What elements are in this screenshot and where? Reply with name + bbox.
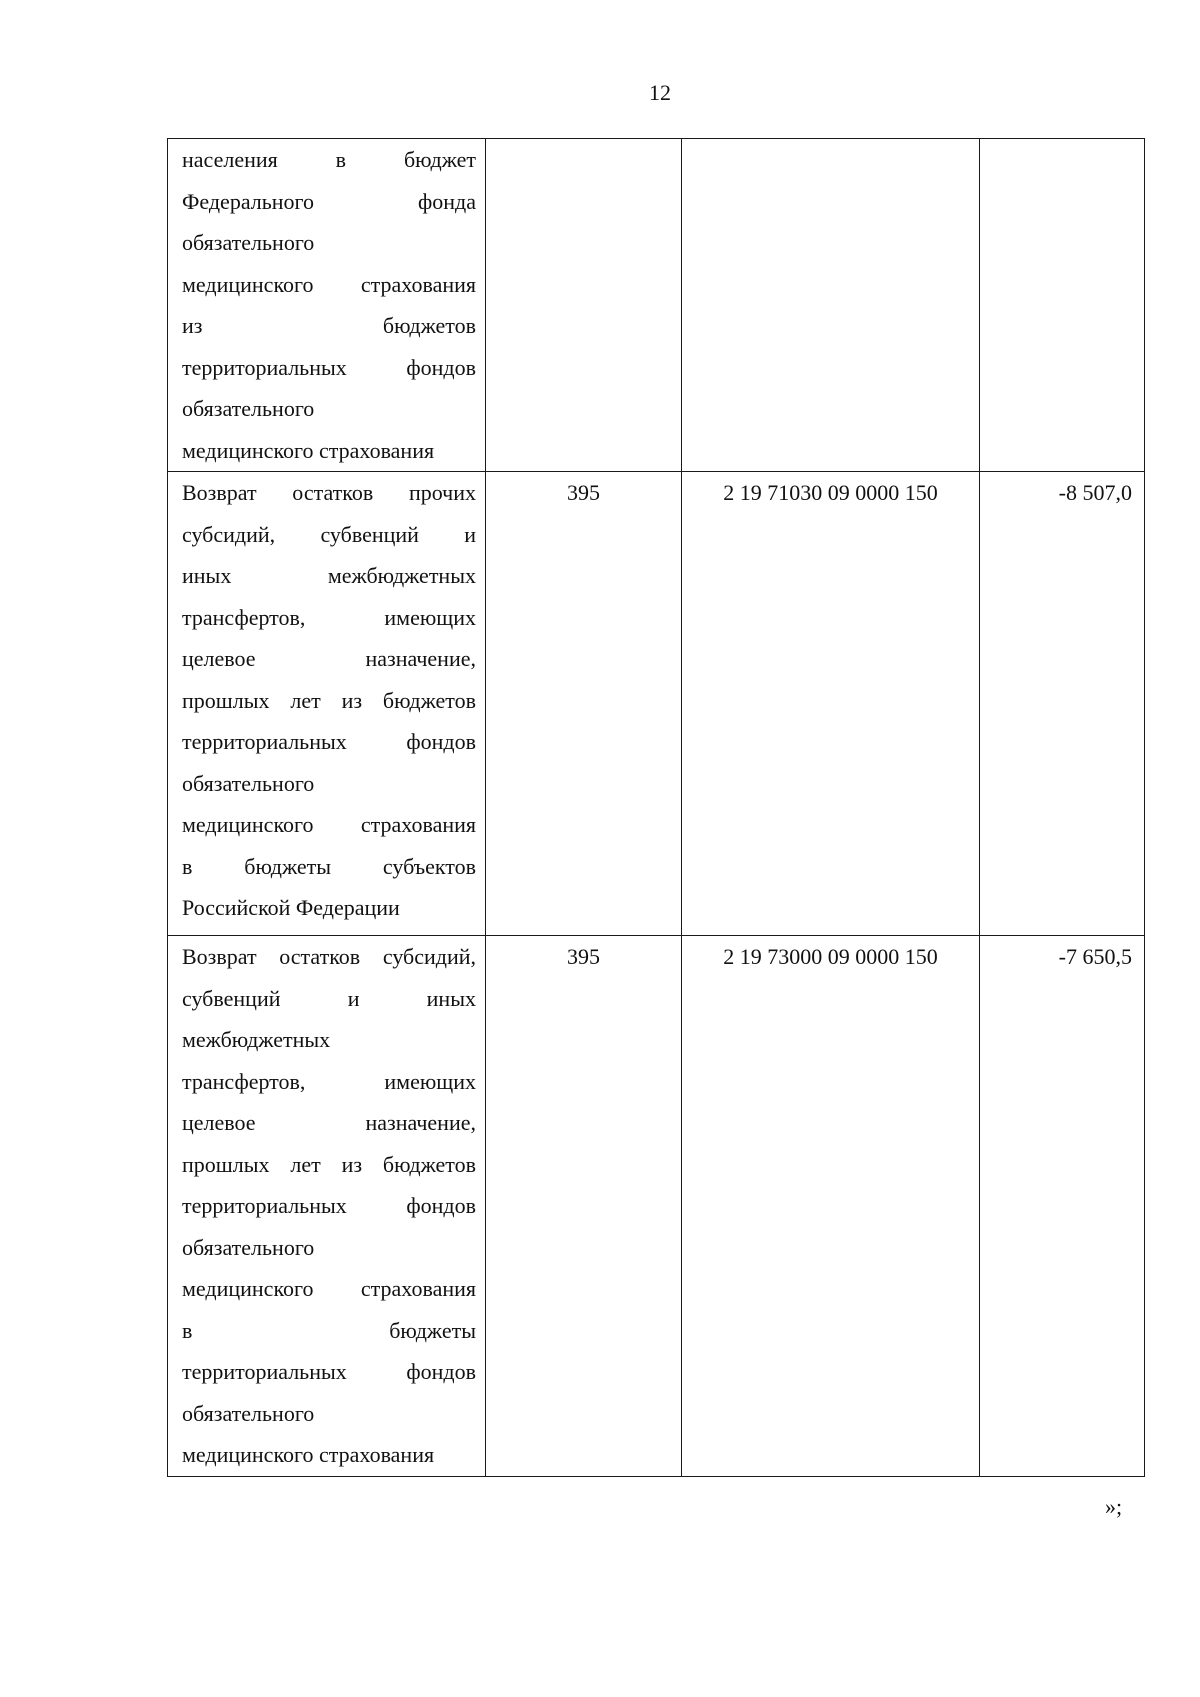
description-line [182,804,476,846]
page-number: 12 [649,80,671,105]
description-line [182,1102,476,1144]
admin-code-cell: 395 [486,472,682,936]
description-word: целевое [182,1110,256,1135]
description-word: территориальных [182,354,347,380]
description-line [182,1061,476,1103]
description-word: территориальных [182,1193,347,1218]
description-word: целевое [182,646,256,671]
description-word: бюджеты [244,853,332,879]
description-word: субъектов [382,853,476,879]
description-word: субсидий, [182,521,276,547]
description-word: медицинского [182,812,314,837]
description-word: медицинского страхования [182,1442,435,1467]
description-word: бюджетов [382,1151,476,1177]
description-word: остатков [279,944,361,969]
description-word: лет [290,687,321,713]
description-word: населения [182,147,278,172]
description-word: Возврат [182,480,257,505]
admin-code-cell [486,139,682,472]
description-word: межбюджетных [182,1027,331,1052]
description-word: фондов [406,354,476,380]
description-line [182,1434,476,1476]
description-line [182,1019,476,1061]
description-line [182,597,476,639]
description-cell [168,936,486,1477]
description-word: лет [290,1151,321,1177]
description-line [182,347,476,389]
description-word: обязательного [182,230,315,255]
description-word: субсидий, [382,944,476,969]
budget-code-cell: 2 19 71030 09 0000 150 [682,472,980,936]
description-line [182,264,476,306]
amount-cell: -7 650,5 [980,936,1145,1477]
description-line [182,887,476,929]
description-line [182,1310,476,1352]
description-word: бюджетов [382,313,476,338]
description-word: имеющих [384,604,476,630]
description-word: и [347,985,360,1011]
description-word: имеющих [384,1068,476,1094]
description-word: медицинского страхования [182,437,435,463]
description-line [182,514,476,556]
description-word: обязательного [182,396,315,421]
description-word: трансфертов, [182,604,306,630]
description-line [182,978,476,1020]
description-word: субвенций [320,521,419,547]
description-word: фондов [406,1193,476,1218]
description-word: остатков [292,480,374,505]
description-line [182,1393,476,1435]
budget-table [167,138,1145,1477]
description-word: из [341,687,363,713]
description-line [182,638,476,680]
description-word: Федерального [182,188,315,214]
description-word: медицинского [182,1276,314,1301]
description-word: бюджеты [389,1317,476,1343]
budget-code-cell [682,139,980,472]
description-word: трансфертов, [182,1068,306,1094]
amount-cell [980,139,1145,472]
description-line [182,139,476,181]
amount-cell: -8 507,0 [980,472,1145,936]
description-line [182,472,476,514]
description-cell [168,472,486,936]
description-line [182,680,476,722]
description-line [182,936,476,978]
description-word: субвенций [182,985,281,1011]
description-word: страхования [360,1276,476,1301]
description-word: фонда [418,188,476,214]
description-line [182,846,476,888]
description-cell [168,139,486,472]
description-word: территориальных [182,1359,347,1384]
description-line [182,721,476,763]
description-line [182,430,476,472]
description-word: из [341,1151,363,1177]
table-row [168,472,1145,936]
description-word: иных [182,563,232,588]
description-word: прошлых [182,1151,270,1177]
description-line [182,222,476,264]
description-word: страхования [360,812,476,837]
description-word: медицинского [182,271,314,297]
description-line [182,1185,476,1227]
closing-quote-mark: »; [1105,1494,1123,1519]
description-line [182,1268,476,1310]
description-line [182,305,476,347]
description-line [182,1144,476,1186]
table-row [168,139,1145,472]
description-word: в [182,853,193,879]
description-word: обязательного [182,1234,315,1260]
description-word: прошлых [182,687,270,713]
table-row [168,936,1145,1477]
description-line [182,181,476,223]
description-word: бюджетов [382,687,476,713]
description-line [182,388,476,430]
description-word: в [335,147,347,172]
description-line [182,555,476,597]
description-line [182,1227,476,1269]
description-word: страхования [360,271,476,297]
description-word: прочих [408,480,476,505]
description-word: фондов [406,729,476,754]
description-word: из [182,313,203,338]
description-line [182,763,476,805]
description-word: обязательного [182,770,315,796]
description-word: и [464,521,476,547]
budget-code-cell: 2 19 73000 09 0000 150 [682,936,980,1477]
description-word: назначение, [365,1110,476,1135]
description-word: межбюджетных [327,563,476,588]
description-word: фондов [406,1359,476,1384]
description-word: в [182,1317,193,1343]
admin-code-cell: 395 [486,936,682,1477]
description-word: бюджет [403,147,476,172]
description-word: иных [426,985,476,1011]
description-word: Возврат [182,944,257,969]
description-word: обязательного [182,1400,315,1426]
description-word: назначение, [365,646,476,671]
description-line [182,1351,476,1393]
description-word: территориальных [182,729,347,754]
description-word: Российской Федерации [182,895,400,920]
